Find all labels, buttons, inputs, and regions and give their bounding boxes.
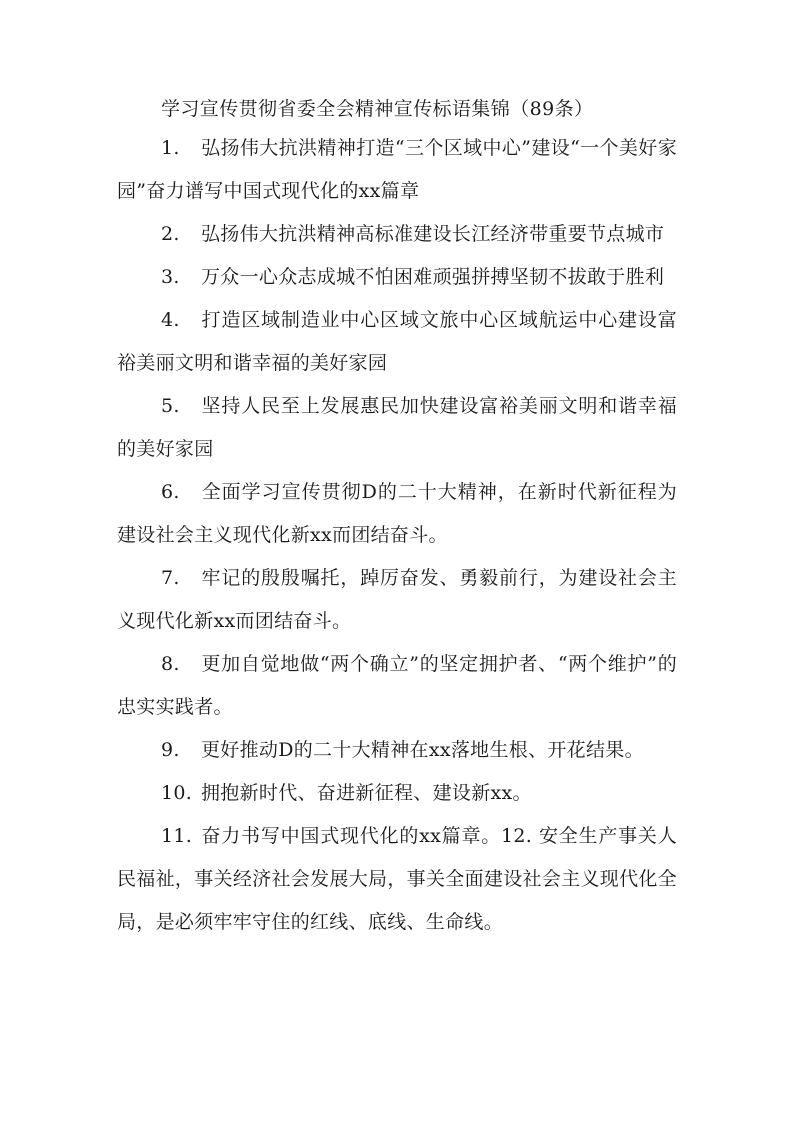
- slogan-item-1: [117, 127, 677, 213]
- slogan-item-7: [117, 557, 677, 643]
- slogan-item-6: [117, 471, 677, 557]
- slogan-item-3: [117, 256, 677, 299]
- slogan-item-5: [117, 385, 677, 471]
- item-text: 打造区域制造业中心区域文旅中心区域航运中心建设富裕美丽文明和谐幸福的美好家园: [117, 309, 677, 374]
- item-number: 6.: [161, 481, 180, 503]
- item-text: 拥抱新时代、奋进新征程、建设新xx。: [201, 782, 532, 804]
- item-text: 更加自觉地做“两个确立”的坚定拥护者、“两个维护”的忠实实践者。: [117, 653, 677, 718]
- item-number: 9.: [161, 739, 180, 761]
- item-text: 弘扬伟大抗洪精神高标准建设长江经济带重要节点城市: [201, 223, 665, 245]
- item-number: 11.: [161, 825, 193, 847]
- slogan-item-9: [117, 729, 677, 772]
- item-number: 5.: [161, 395, 180, 417]
- item-text: 万众一心众志成城不怕困难顽强拼搏坚韧不拔敢于胜利: [201, 266, 665, 288]
- slogan-item-2: [117, 213, 677, 256]
- item-number: 3.: [161, 266, 180, 288]
- item-number: 7.: [161, 567, 180, 589]
- document-body: [117, 92, 677, 944]
- item-number: 4.: [161, 309, 180, 331]
- item-text: 奋力书写中国式现代化的xx篇章。12. 安全生产事关人民福祉，事关经济社会发展大局，事关全面建设社会主义现代化全局，是必须牢牢守住的红线、底线、生命线。: [117, 825, 677, 933]
- slogan-item-8: [117, 643, 677, 729]
- item-text: 坚持人民至上发展惠民加快建设富裕美丽文明和谐幸福的美好家园: [117, 395, 677, 460]
- document-title: 学习宣传贯彻省委全会精神宣传标语集锦（89条）: [161, 98, 594, 120]
- slogan-item-11: [117, 815, 677, 944]
- item-text: 牢记的殷殷嘱托，踔厉奋发、勇毅前行，为建设社会主义现代化新xx而团结奋斗。: [117, 567, 677, 632]
- item-number: 10.: [161, 782, 193, 804]
- item-text: 全面学习宣传贯彻D的二十大精神，在新时代新征程为建设社会主义现代化新xx而团结奋斗。: [117, 481, 677, 546]
- item-number: 2.: [161, 223, 180, 245]
- item-text: 更好推动D的二十大精神在xx落地生根、开花结果。: [201, 739, 644, 761]
- item-number: 1.: [161, 137, 180, 159]
- item-text: 弘扬伟大抗洪精神打造“三个区域中心”建设“一个美好家园”奋力谱写中国式现代化的xx篇章: [117, 137, 677, 202]
- slogan-item-10: [117, 772, 677, 815]
- item-number: 8.: [161, 653, 180, 675]
- slogan-item-4: [117, 299, 677, 385]
